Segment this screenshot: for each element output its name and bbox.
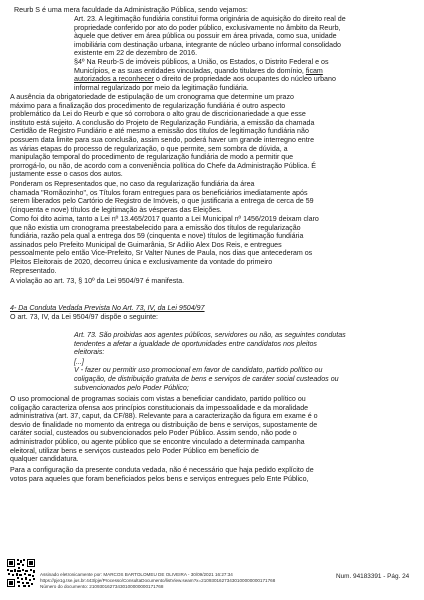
quote-underlined-text: autorizados a reconhecer (74, 75, 155, 84)
quote-line: existente em 22 de dezembro de 2016. (74, 49, 198, 58)
paragraph-line: que não existia um cronograma preestabelecido para a emissão dos títulos de regularização (10, 223, 301, 232)
paragraph-configuracao (10, 466, 314, 483)
paragraph-romaozinho (10, 180, 314, 214)
quote-art-73 (74, 331, 346, 392)
section-intro: O art. 73, IV, da Lei 9504/97 dispõe o seguinte: (10, 313, 159, 321)
paragraph-line: Para a configuração da presente conduta vedada, não é necessário que haja pedido explícito de (10, 466, 314, 474)
quote-text: o direito de propriedade aos ocupantes do núcleo urbano (156, 75, 336, 84)
paragraph-line: (cinquenta e nove) títulos de legitimação às vésperas das Eleições. (10, 205, 222, 214)
quote-art-23 (74, 15, 346, 92)
paragraph-line: O uso promocional de programas sociais com vistas a beneficiar candidato, partido político ou (10, 395, 306, 403)
quote-line: imobiliária com destinação urbana, integrante de núcleo urbano informal consolidado (74, 40, 341, 49)
paragraph-line: A ausência da obrigatoriedade de estipulação de um cronograma que determine um prazo (10, 93, 294, 101)
quote-line: Art. 73. São proibidas aos agentes públicos, servidores ou não, as seguintes condutas (74, 331, 346, 339)
quote-line: Art. 23. A legitimação fundiária constitui forma originária de aquisição do direito real de (74, 15, 346, 23)
paragraph-line: Certidão de Registro Fundiário e até mesmo a emissão dos títulos de legitimação fundiária não (10, 127, 309, 136)
paragraph-line: serem liberados pelo Cartório de Registro de Imóveis, o que justificaria a entrega de cerca de 59 (10, 197, 314, 206)
quote-line: coligação, de distribuição gratuita de bens e serviços de caráter social custeados ou (74, 374, 339, 383)
paragraph-line: problemático da Lei do Reurb e que só corrobora o alto grau de discricionariedade a que esse (10, 110, 306, 119)
paragraph-uso-promocional (10, 395, 318, 464)
section-heading (10, 304, 205, 313)
paragraph-line: máximo para a finalização dos procedimento de regularização fundiária é outro aspecto (10, 101, 286, 110)
paragraph-line: justamente esse o casos dos autos. (10, 170, 123, 179)
quote-line: propriedade conferido por ato do poder público, exclusivamente no âmbito da Reurb, (74, 23, 341, 32)
quote-line: subvencionados pelo Poder Público; (74, 383, 189, 392)
paragraph-line: Ponderam os Representados que, no caso da regularização fundiária da área (10, 180, 255, 188)
qr-code-icon (6, 558, 36, 588)
paragraph-line: possuem data limite para sua conclusão, assim sendo, poderá haver um grande interregno entre (10, 135, 315, 144)
paragraph-line: assinados pelo Prefeito Municipal de Guimarânia, Sr Adilio Alex Dos Reis, e entregues (10, 240, 282, 249)
paragraph-cronograma-lei (10, 215, 319, 275)
quote-line: tendentes a afetar a igualdade de oportunidades entre candidatos nos pleitos (74, 339, 317, 348)
footer-signature: Assinado eletronicamente por: MARCOS BARTOLOMEU DE OLIVEIRA - 30/09/2021 16:27:34 (40, 572, 233, 577)
quote-line: V - fazer ou permitir uso promocional em favor de candidato, partido político ou (74, 366, 323, 375)
paragraph-line: prorrogá-lo, ou não, de acordo com a conveniência política do Chefe da Administração Pública. É (10, 161, 317, 170)
quote-underlined-text: ficam (305, 66, 323, 75)
intro-line: Reurb S é uma mera faculdade da Administração Pública, sendo vejamos: (14, 6, 248, 14)
quote-text: Municípios, e as suas entidades vinculadas, quando titulares do domínio, (74, 66, 304, 75)
paragraph-line: Representado. (10, 266, 57, 275)
page-number: Num. 94183391 - Pág. 24 (336, 573, 410, 580)
paragraph-line: votos para aqueles que foram beneficiados pelos bens e serviços entregues pelo Ente Público, (10, 474, 309, 483)
section-heading-text: 4- Da Conduta Vedada Prevista No Art. 73, IV, da Lei 9504/97 (10, 304, 205, 312)
paragraph-line: instituto está sujeito. A conclusão do Projeto de Regularização Fundiária, a emissão da chamada (10, 118, 315, 127)
footer-url[interactable]: https://pje1g.tse.jus.br:443/pje/Processo/ConsultaDocumento/listView.seam?x=21093016273430100000000171768 (40, 578, 276, 583)
paragraph-line: as várias etapas do processo de regularização, o que permite, sem sombra de dúvida, a (10, 144, 288, 153)
quote-line: eleitorais: (74, 348, 105, 357)
paragraph-line: coligação caracteriza ofensa aos princípios constitucionais da impessoalidade e da moralidade (10, 403, 309, 412)
paragraph-line: eleitoral, utilizar bens e serviços custeados pelo Poder Público em benefício de (10, 446, 259, 455)
quote-line: àquele que detiver em área pública ou possuir em área privada, como sua, unidade (74, 32, 337, 41)
paragraph-line: fundiária, razão pela qual a entrega dos 59 (cinquenta e nove) títulos de legitimação fundiária (10, 232, 304, 241)
quote-line (74, 67, 346, 76)
paragraph-line: chamada "Romãozinho", os Títulos foram entregues para os beneficiários imediatamente após (10, 188, 308, 197)
quote-line: informal regularizado por meio da legitimação fundiária. (74, 83, 249, 92)
paragraph-line: administrador público, ou agente público que se encontre vinculado a determinada campanha (10, 437, 305, 446)
paragraph-line: pessoalmente pelo então Vice-Prefeito, Sr Valter Nunes de Paula, nos dias que antecederam os (10, 249, 313, 258)
paragraph-line: Como foi dito acima, tanto a Lei nº 13.465/2017 quanto a Lei Municipal nº 1456/2019 deixam claro (10, 215, 319, 223)
paragraph-line: caráter social, custeados ou subvencionados pelo Poder Público. Assim sendo, não pode o (10, 429, 297, 438)
quote-line: [...] (74, 357, 84, 366)
paragraph-line: qualquer candidatura. (10, 455, 79, 464)
paragraph-cronograma (10, 93, 316, 179)
paragraph-line: Pleitos Eleitorais de 2020, decorreu única e exclusivamente da vontade do primeiro (10, 257, 273, 266)
footer-document-number: Número do documento: 21093016273430100000000171768 (40, 584, 164, 589)
paragraph-line: administrativa (art. 37, caput, da CF/88). Relevante para a caracterização da figura em exame é o (10, 412, 318, 421)
quote-line (74, 75, 346, 84)
paragraph-line: desvio de finalidade no momento da entrega ou distribuição de bens e serviços, supostamente de (10, 420, 318, 429)
quote-line: §4º Na Reurb-S de imóveis públicos, a União, os Estados, o Distrito Federal e os (74, 57, 329, 66)
paragraph-line: manipulação temporal do procedimento de regularização fundiária de modo a permitir que (10, 153, 294, 162)
violation-line: A violação ao art. 73, § 10º da Lei 9504/97 é manifesta. (10, 277, 185, 285)
